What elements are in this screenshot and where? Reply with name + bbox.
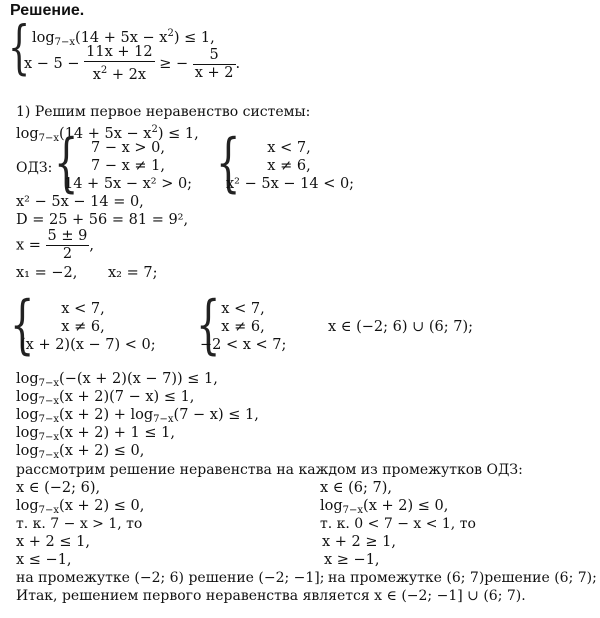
discriminant: D = 25 + 56 = 81 = 9², bbox=[16, 212, 189, 228]
right-case-result: x ≥ −1, bbox=[324, 552, 380, 568]
right-case-log: $\log_{7-x}(x + 2) \le 0$, bbox=[320, 498, 449, 516]
left-case-interval: x ∈ (−2; 6), bbox=[16, 480, 101, 496]
left-case-inequality: x + 2 ≤ 1, bbox=[16, 534, 90, 550]
fraction-2: $\frac{5}{x + 2}$ bbox=[194, 46, 234, 81]
log-tail: ) ≤ 1, bbox=[173, 30, 215, 46]
step1-inequality: $\log_{7-x}(14 + 5x - x^2) \le 1$, bbox=[16, 124, 199, 144]
left-case-since: т. к. 7 − x > 1, то bbox=[16, 516, 143, 532]
system-b-2: x ≠ 6, bbox=[221, 319, 265, 335]
system-b-3: −2 < x < 7; bbox=[200, 337, 287, 353]
page-title: Решение. bbox=[10, 2, 85, 19]
right-case-interval: x ∈ (6; 7), bbox=[320, 480, 392, 496]
system-brace: { bbox=[8, 13, 31, 81]
system-a-3: (x + 2)(x − 7) < 0; bbox=[20, 337, 156, 353]
step1-heading: 1) Решим первое неравенство системы: bbox=[16, 104, 311, 120]
fraction-1: $\frac{11x + 12}{x^2 + 2x}$ bbox=[86, 44, 153, 83]
odz-left-brace: { bbox=[54, 126, 79, 200]
odz-left-3: 14 + 5x − x² > 0; bbox=[64, 176, 193, 192]
odz-right-1: x < 7, bbox=[267, 140, 311, 156]
transform-line-4: $\log_{7-x}(x + 2) + 1 \le 1$, bbox=[16, 425, 175, 443]
odz-right-2: x ≠ 6, bbox=[267, 158, 311, 174]
line2-relation: ≥ − bbox=[159, 56, 189, 72]
system-line-1: $\log_{7-x}(14 + 5x - x^2) \le 1$, bbox=[32, 28, 215, 48]
transform-line-5: $\log_{7-x}(x + 2) \le 0$, bbox=[16, 443, 145, 461]
system-a-brace: { bbox=[10, 288, 35, 362]
root-x2: x₂ = 7; bbox=[108, 265, 158, 281]
domain-result: x ∈ (−2; 6) ∪ (6; 7); bbox=[328, 319, 474, 335]
odz-left-2: 7 − x ≠ 1, bbox=[91, 158, 165, 174]
transform-line-3: $\log_{7-x}(x + 2) + \log_{7-x}(7 - x) \le 1$, bbox=[16, 407, 259, 425]
consider-intervals-text: рассмотрим решение неравенства на каждом из промежутков ОДЗ: bbox=[16, 462, 523, 478]
transform-line-2: $\log_{7-x}(x + 2)(7 - x) \le 1$, bbox=[16, 389, 195, 407]
system-a-2: x ≠ 6, bbox=[61, 319, 105, 335]
left-case-result: x ≤ −1, bbox=[16, 552, 72, 568]
left-case-log: $\log_{7-x}(x + 2) \le 0$, bbox=[16, 498, 145, 516]
line2-prefix: x − 5 − bbox=[24, 56, 80, 72]
root-x1: x₁ = −2, bbox=[16, 265, 78, 281]
odz-right-brace: { bbox=[216, 126, 241, 200]
left-case-conclusion: на промежутке (−2; 6) решение (−2; −1]; bbox=[16, 570, 325, 586]
final-answer: Итак, решением первого неравенства является x ∈ (−2; −1] ∪ (6; 7). bbox=[16, 588, 526, 604]
roots-formula: x = $\frac{5 \pm 9}{2}$ , bbox=[16, 228, 94, 262]
quadratic-equation: x² − 5x − 14 = 0, bbox=[16, 194, 144, 210]
system-line-2: x − 5 − $\frac{11x + 12}{x^2 + 2x}$ ≥ − $\frac{5}{x + 2}$ . bbox=[24, 44, 241, 83]
transform-line-1: $\log_{7-x}(-(x + 2)(x - 7)) \le 1$, bbox=[16, 371, 218, 389]
log-text: log bbox=[32, 30, 55, 46]
right-case-since: т. к. 0 < 7 − x < 1, то bbox=[320, 516, 476, 532]
system-b-1: x < 7, bbox=[221, 301, 265, 317]
right-case-conclusion: на промежутке (6; 7)решение (6; 7); bbox=[328, 570, 597, 586]
system-a-1: x < 7, bbox=[61, 301, 105, 317]
odz-left-1: 7 − x > 0, bbox=[91, 140, 165, 156]
odz-right-3: x² − 5x − 14 < 0; bbox=[226, 176, 355, 192]
system-b-brace: { bbox=[196, 288, 221, 362]
odz-label: ОДЗ: bbox=[16, 160, 53, 176]
log-base: 7−x bbox=[54, 37, 76, 48]
log-argument: (14 + 5x − x bbox=[75, 30, 168, 46]
right-case-inequality: x + 2 ≥ 1, bbox=[322, 534, 396, 550]
